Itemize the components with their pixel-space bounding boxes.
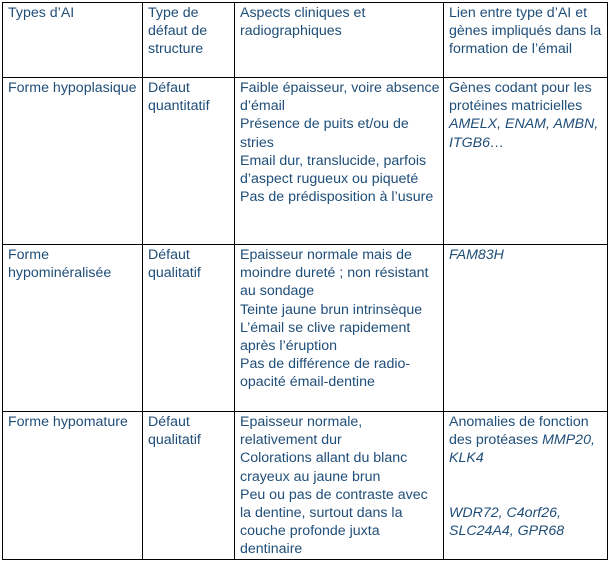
gene-names-secondary: WDR72, C4orf26, SLC24A4, GPR68 <box>449 504 565 539</box>
table-row <box>3 78 608 245</box>
table-row <box>3 245 608 412</box>
cell-aspects <box>235 412 444 560</box>
cell-aspects <box>235 245 444 412</box>
cell-type: Forme hypominéralisée <box>3 245 143 412</box>
aspect-item: Pas de prédisposition à l’usure <box>240 189 434 206</box>
table-row <box>3 412 608 560</box>
aspect-item: Email dur, translucide, parfois d’aspect rugueux ou piqueté <box>240 152 427 188</box>
gene-names: AMELX, ENAM, AMBN, ITGB6… <box>449 116 599 151</box>
aspect-item: Pas de différence de radio-opacité émail-dentine <box>240 356 411 391</box>
aspect-item: Epaisseur normale, relativement dur <box>240 414 363 449</box>
aspect-item: Peu ou pas de contraste avec la dentine, surtout dans la couche profonde juxta dentinaire <box>240 486 428 558</box>
cell-defect: Défaut quantitatif <box>143 78 235 245</box>
cell-type: Forme hypomature <box>3 412 143 560</box>
cell-type: Forme hypoplasique <box>3 78 143 245</box>
aspect-item: Faible épaisseur, voire absence d’émail <box>240 80 440 115</box>
genes-intro: Anomalies de fonction des protéases <box>449 414 589 449</box>
gene-names: MMP20, KLK4 <box>449 432 595 467</box>
header-types: Types d’AI <box>3 3 143 78</box>
aspect-item: Présence de puits et/ou de stries <box>240 116 409 151</box>
header-defect-type: Type de défaut de structure <box>143 3 235 78</box>
cell-genes <box>444 78 608 245</box>
header-genes: Lien entre type d’AI et gènes impliqués dans la formation de l’émail <box>444 3 608 78</box>
aspect-item: Teinte jaune brun intrinsèque <box>240 301 423 318</box>
header-aspects: Aspects cliniques et radiographiques <box>235 3 444 78</box>
aspect-item: L’émail se clive rapidement après l’éruption <box>240 319 411 355</box>
cell-defect: Défaut qualitatif <box>143 412 235 560</box>
cell-genes <box>444 245 608 412</box>
cell-genes <box>444 412 608 560</box>
cell-defect: Défaut qualitatif <box>143 245 235 412</box>
cell-aspects <box>235 78 444 245</box>
gene-names: FAM83H <box>449 247 504 263</box>
amelogenesis-imperfecta-table <box>2 2 608 560</box>
aspect-item: Colorations allant du blanc crayeux au jaune brun <box>240 450 408 485</box>
table-header-row <box>3 3 608 78</box>
genes-intro: Gènes codant pour les protéines matricielles <box>449 80 592 115</box>
aspect-item: Epaisseur normale mais de moindre dureté ; non résistant au sondage <box>240 247 429 300</box>
